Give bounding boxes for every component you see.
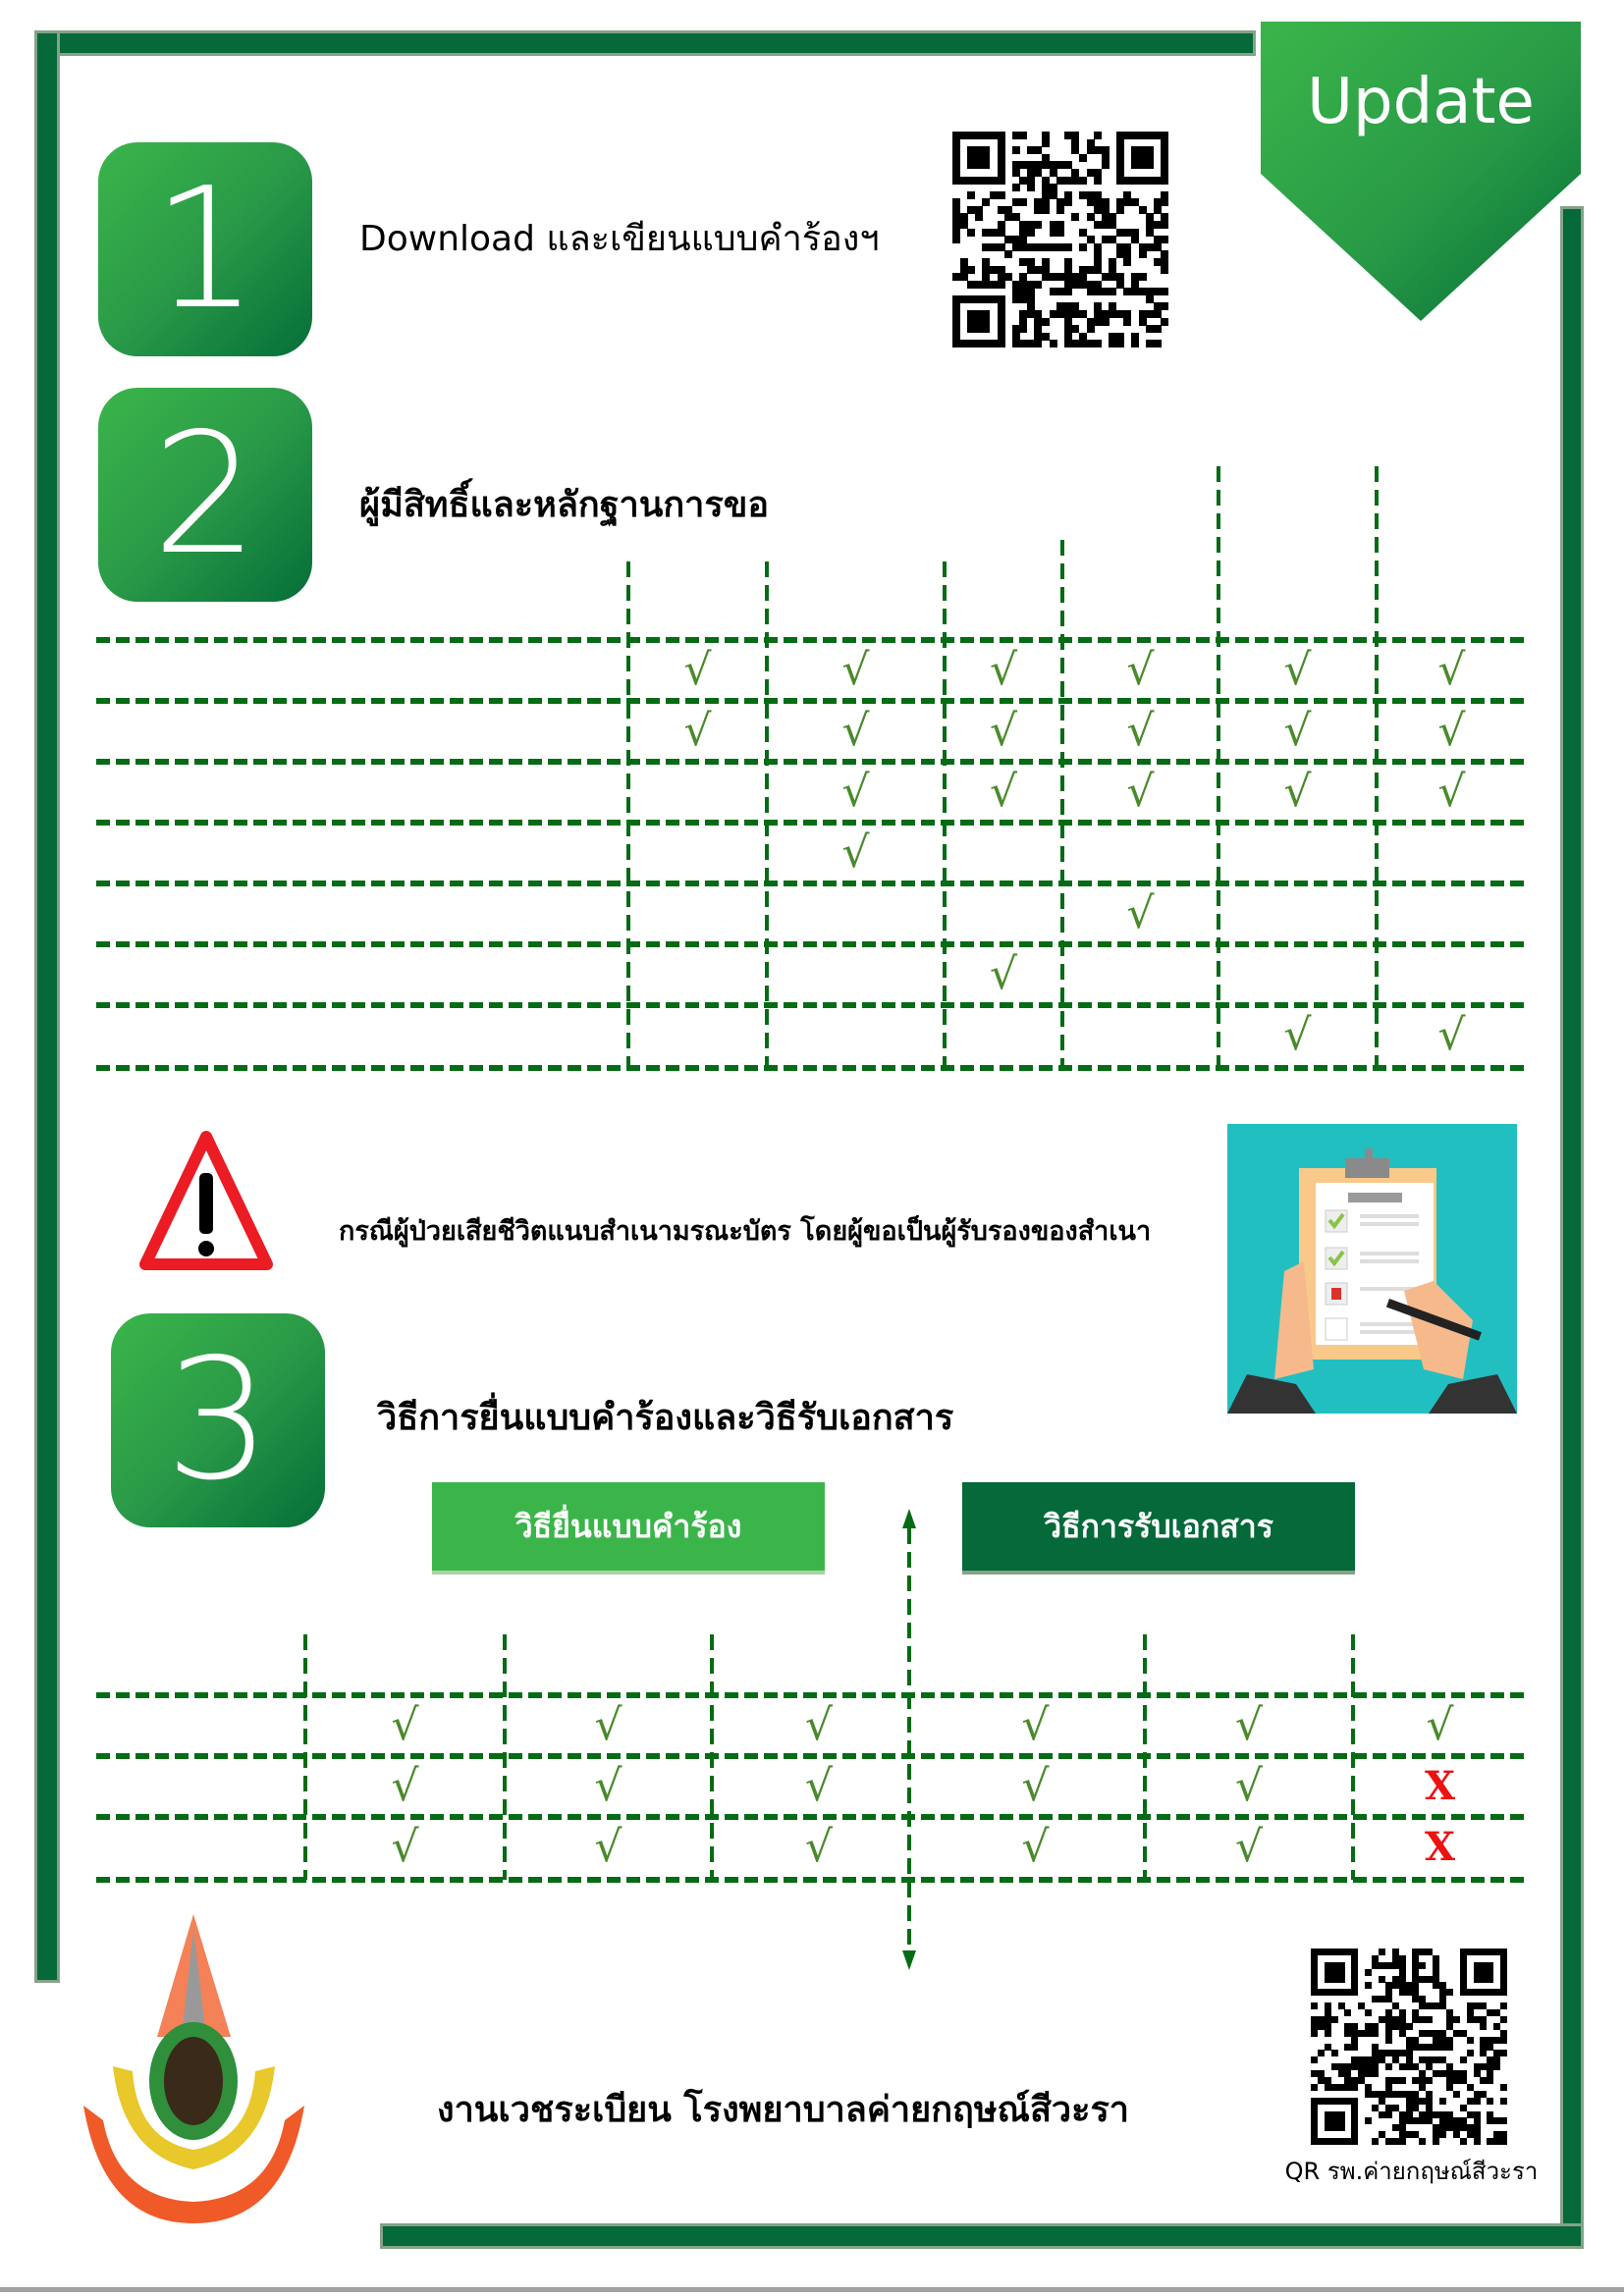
qr-module [1094, 340, 1102, 347]
qr-module [1139, 250, 1147, 258]
qr-module [1372, 2138, 1379, 2145]
qr-module [1399, 2138, 1406, 2145]
qr-module [1500, 2050, 1507, 2056]
qr-module [1079, 177, 1087, 185]
step-1-badge: 1 [98, 142, 312, 356]
step-2-badge: 2 [98, 388, 312, 602]
check-mark-icon: √ [1126, 888, 1155, 938]
qr-module [1318, 2050, 1325, 2056]
qr-module [1123, 258, 1131, 266]
qr-module [1500, 1989, 1507, 1996]
frame-right-border [1563, 209, 1581, 2246]
step-1-title: Download และเขียนแบบคำร้องฯ [359, 219, 880, 259]
qr-module [1500, 2098, 1507, 2105]
check-mark-icon: √ [1283, 706, 1312, 756]
qr-module [1019, 132, 1027, 139]
qr-module [1161, 266, 1168, 274]
qr-module [1487, 2098, 1493, 2105]
step-3-badge: 3 [111, 1313, 325, 1527]
qr-module [1419, 1962, 1426, 1969]
qr-module [1338, 2124, 1345, 2131]
qr-module [1500, 2002, 1507, 2009]
qr-module [967, 191, 975, 199]
qr-module [1311, 2002, 1318, 2009]
check-mark-icon: √ [1234, 1822, 1264, 1872]
qr-module [998, 281, 1005, 289]
table1-column-divider [1375, 466, 1379, 1068]
qr-module [1365, 2117, 1372, 2124]
qr-module [982, 161, 990, 169]
table1-row-divider [96, 820, 1527, 826]
qr-module [1487, 2077, 1493, 2084]
check-mark-icon: √ [1234, 1761, 1264, 1811]
check-mark-icon: √ [1126, 706, 1155, 756]
table1-column-divider [1060, 540, 1064, 1068]
qr-module [1139, 273, 1147, 281]
cross-mark-icon: X [1424, 1824, 1456, 1870]
frame-top-border [37, 33, 1253, 53]
qr-module [1500, 2084, 1507, 2091]
qr-module [1385, 2037, 1392, 2044]
qr-module [1426, 2016, 1433, 2023]
check-mark-icon: √ [594, 1761, 623, 1811]
qr-module [1480, 2023, 1487, 2030]
qr-module [1012, 146, 1020, 154]
qr-module [1460, 2138, 1467, 2145]
qr-module [1500, 2138, 1507, 2145]
qr-module [1439, 2098, 1446, 2105]
qr-module [1094, 177, 1102, 185]
table1-row-divider [96, 881, 1527, 886]
qr-module [1064, 243, 1072, 251]
table2-row-divider [96, 1692, 1527, 1698]
qr-module [1365, 1969, 1372, 1976]
table1-row-divider [96, 637, 1527, 643]
qr-module [967, 229, 975, 237]
check-mark-icon: √ [594, 1822, 623, 1872]
check-mark-icon: √ [1437, 1010, 1466, 1060]
qr-module [1467, 2050, 1474, 2056]
qr-module [1154, 340, 1162, 347]
qr-module [1146, 161, 1154, 169]
qr-module [1474, 2138, 1481, 2145]
qr-module [1071, 213, 1079, 221]
check-mark-icon: √ [1426, 1700, 1454, 1750]
check-mark-icon: √ [1021, 1761, 1050, 1811]
check-mark-icon: √ [989, 706, 1018, 756]
qr-module [1344, 2009, 1351, 2016]
qr-module [1131, 340, 1139, 347]
check-mark-icon: √ [841, 645, 870, 695]
qr-module [998, 340, 1005, 347]
qr-hospital-label: QR รพ.ค่ายกฤษณ์สีวะรา [1284, 2158, 1539, 2185]
check-mark-icon: √ [594, 1700, 623, 1750]
page-bottom-rule [0, 2287, 1624, 2292]
check-mark-icon: √ [683, 645, 712, 695]
table2-row-divider [96, 1877, 1527, 1883]
qr-module [1056, 229, 1064, 237]
qr-module [1351, 1989, 1358, 1996]
qr-module [1012, 184, 1020, 191]
table2-row-divider [96, 1753, 1527, 1759]
arrow-up-icon [902, 1509, 916, 1528]
qr-module [1500, 2037, 1507, 2044]
submit-method-button[interactable]: วิธียื่นแบบคำร้อง [432, 1482, 825, 1571]
update-badge-label: Update [1307, 66, 1535, 138]
qr-module [1433, 2138, 1439, 2145]
qr-module [1467, 2037, 1474, 2044]
qr-module [1351, 2084, 1358, 2091]
qr-module [1042, 318, 1050, 326]
qr-module [1379, 1949, 1385, 1955]
check-mark-icon: √ [1021, 1700, 1050, 1750]
qr-module [1474, 2098, 1481, 2105]
qr-module [1453, 2091, 1460, 2098]
qr-module [1042, 139, 1050, 147]
qr-module [1019, 198, 1027, 206]
check-mark-icon: √ [841, 767, 870, 817]
qr-module [1385, 2111, 1392, 2118]
qr-module [1161, 288, 1168, 295]
qr-module [1351, 2044, 1358, 2051]
check-mark-icon: √ [1234, 1700, 1264, 1750]
qr-module [1064, 198, 1072, 206]
qr-module [1050, 340, 1057, 347]
qr-module [1027, 229, 1035, 237]
step-3-title: วิธีการยื่นแบบคำร้องและวิธีรับเอกสาร [377, 1398, 954, 1438]
qr-module [1372, 2070, 1379, 2077]
qr-module [1161, 221, 1168, 229]
table1-row-divider [96, 759, 1527, 765]
qr-module [1385, 2063, 1392, 2070]
qr-module [1426, 2077, 1433, 2084]
qr-module [1161, 318, 1168, 326]
check-mark-icon: √ [989, 949, 1018, 999]
check-mark-icon: √ [1437, 706, 1466, 756]
check-mark-icon: √ [1021, 1822, 1050, 1872]
check-mark-icon: √ [683, 706, 712, 756]
qr-module [1446, 1989, 1453, 1996]
qr-module [1034, 340, 1042, 347]
qr-module [1109, 288, 1116, 295]
qr-module [1154, 325, 1162, 333]
qr-module [998, 191, 1005, 199]
qr-module [1331, 2016, 1338, 2023]
qr-module [967, 266, 975, 274]
qr-module [1056, 206, 1064, 214]
table1-column-divider [1217, 466, 1220, 1068]
qr-module [1365, 1982, 1372, 1989]
check-mark-icon: √ [391, 1761, 419, 1811]
center-divider [907, 1528, 911, 1950]
qr-module [1034, 221, 1042, 229]
qr-module [1446, 2044, 1453, 2051]
qr-module [1102, 161, 1110, 169]
warning-text: กรณีผู้ป่วยเสียชีวิตแนบสำเนามรณะบัตร โดยผู้ขอเป็นผู้รับรองของสำเนา [339, 1216, 1152, 1247]
cross-mark-icon: X [1424, 1763, 1456, 1809]
qr-module [1087, 325, 1095, 333]
step-2-title: ผู้มีสิทธิ์และหลักฐานการขอ [359, 485, 769, 525]
qr-module [1338, 1976, 1345, 1983]
qr-module [1311, 2084, 1318, 2091]
check-mark-icon: √ [1437, 645, 1466, 695]
qr-code-download-form[interactable] [952, 132, 1168, 347]
table1-row-divider [96, 941, 1527, 947]
qr-module [1500, 2117, 1507, 2124]
check-mark-icon: √ [391, 1700, 419, 1750]
qr-module [1079, 243, 1087, 251]
check-mark-icon: √ [804, 1761, 834, 1811]
qr-module [1331, 2050, 1338, 2056]
clipboard-checklist-illustration [1227, 1124, 1517, 1414]
footer-org-name: งานเวชระเบียน โรงพยาบาลค่ายกฤษณ์สีวะรา [437, 2090, 1130, 2130]
qr-module [1311, 2030, 1318, 2037]
qr-module [1439, 2131, 1446, 2138]
check-mark-icon: √ [1283, 767, 1312, 817]
qr-module [998, 177, 1005, 185]
check-mark-icon: √ [391, 1822, 419, 1872]
check-mark-icon: √ [1283, 1010, 1312, 1060]
frame-left-border [37, 33, 57, 1980]
qr-module [1372, 2030, 1379, 2037]
qr-code-hospital[interactable] [1311, 1949, 1507, 2145]
arrow-down-icon [902, 1950, 916, 1970]
qr-module [952, 236, 960, 243]
check-mark-icon: √ [841, 706, 870, 756]
qr-module [1460, 2056, 1467, 2063]
check-mark-icon: √ [989, 767, 1018, 817]
qr-module [1161, 302, 1168, 310]
table2-row-divider [96, 1814, 1527, 1820]
qr-module [1094, 132, 1102, 139]
qr-module [1453, 2016, 1460, 2023]
hospital-emblem-logo [64, 1909, 324, 2228]
qr-module [1027, 184, 1035, 191]
table1-row-divider [96, 1065, 1527, 1071]
qr-module [1161, 236, 1168, 243]
update-badge [1261, 22, 1581, 321]
check-mark-icon: √ [841, 828, 870, 878]
qr-module [1325, 2030, 1331, 2037]
check-mark-icon: √ [1437, 767, 1466, 817]
qr-module [1487, 1976, 1493, 1983]
warning-triangle-icon [137, 1129, 275, 1276]
qr-module [1064, 288, 1072, 295]
qr-module [1004, 250, 1012, 258]
qr-module [1365, 2009, 1372, 2016]
qr-module [1034, 281, 1042, 289]
check-mark-icon: √ [989, 645, 1018, 695]
frame-bottom-border [383, 2226, 1581, 2246]
qr-module [1123, 318, 1131, 326]
qr-module [1311, 2056, 1318, 2063]
qr-module [975, 213, 983, 221]
qr-module [1493, 2063, 1500, 2070]
receive-method-button[interactable]: วิธีการรับเอกสาร [962, 1482, 1355, 1571]
qr-module [1102, 318, 1110, 326]
qr-module [1419, 2138, 1426, 2145]
check-mark-icon: √ [1283, 645, 1312, 695]
qr-module [1406, 2023, 1413, 2030]
check-mark-icon: √ [1126, 767, 1155, 817]
qr-module [1116, 340, 1124, 347]
check-mark-icon: √ [1126, 645, 1155, 695]
qr-module [1351, 2138, 1358, 2145]
qr-module [1161, 177, 1168, 185]
qr-module [982, 325, 990, 333]
check-mark-icon: √ [804, 1822, 834, 1872]
qr-module [1079, 154, 1087, 162]
qr-module [1399, 2077, 1406, 2084]
qr-module [1116, 206, 1124, 214]
qr-module [982, 198, 990, 206]
qr-module [1019, 325, 1027, 333]
table1-row-divider [96, 1002, 1527, 1008]
qr-module [1161, 198, 1168, 206]
qr-module [1042, 206, 1050, 214]
qr-module [1500, 2016, 1507, 2023]
check-mark-icon: √ [804, 1700, 834, 1750]
table1-row-divider [96, 698, 1527, 704]
